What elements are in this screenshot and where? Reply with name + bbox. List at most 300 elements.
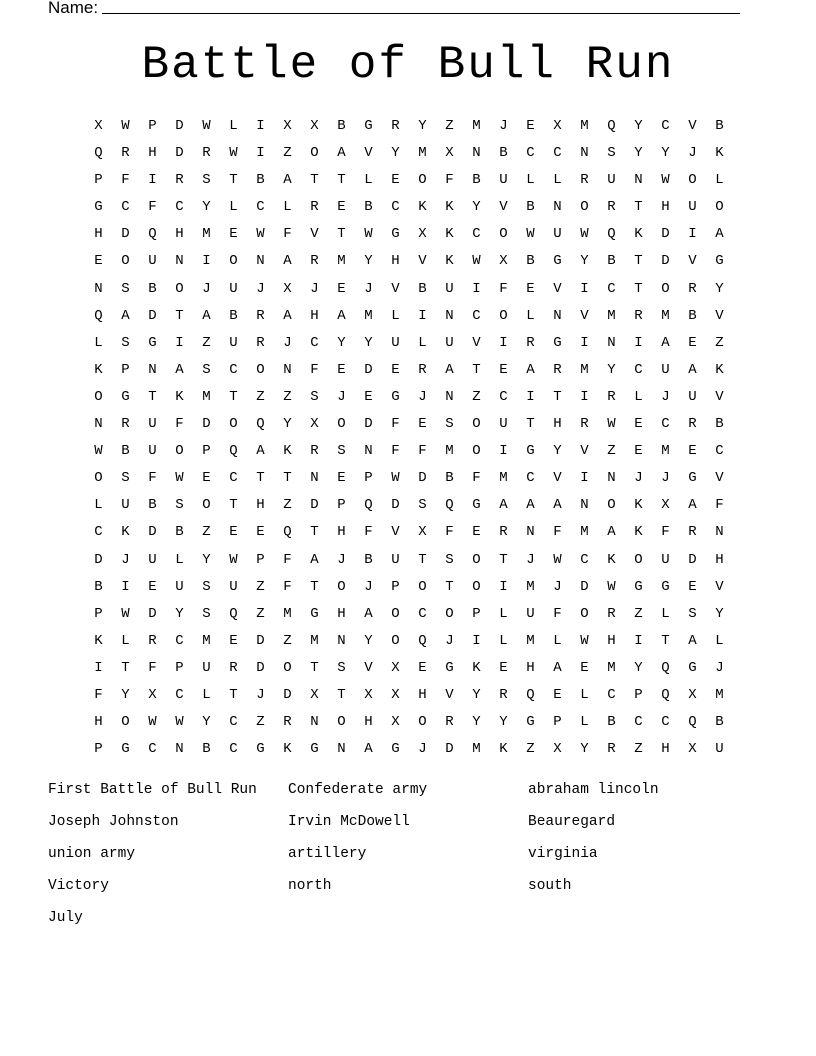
grid-letter: S [121,334,130,351]
grid-letter: F [445,524,454,541]
grid-letter: R [121,416,130,433]
grid-letter: O [337,578,346,595]
grid-letter: F [121,172,130,189]
grid-letter: K [472,659,481,676]
grid-letter: U [499,172,508,189]
grid-letter: X [283,280,292,297]
grid-letter: X [310,416,319,433]
grid-letter: W [94,443,103,460]
grid-letter: A [445,361,454,378]
grid-letter: N [607,334,616,351]
grid-letter: R [256,307,265,324]
grid-letter: Y [202,714,211,731]
grid-letter: M [580,361,589,378]
grid-letter: P [553,714,562,731]
grid-letter: V [364,659,373,676]
grid-letter: M [418,145,427,162]
grid-letter: T [310,659,319,676]
grid-letter: G [472,497,481,514]
grid-letter: A [553,497,562,514]
grid-letter: L [94,497,103,514]
grid-letter: M [607,659,616,676]
grid-letter: C [499,388,508,405]
grid-letter: F [283,551,292,568]
grid-letter: O [229,253,238,270]
grid-letter: U [715,741,724,758]
grid-letter: T [634,280,643,297]
grid-letter: I [148,172,157,189]
grid-letter: O [472,416,481,433]
grid-letter: J [256,686,265,703]
grid-letter: O [94,388,103,405]
grid-letter: O [391,632,400,649]
grid-letter: L [121,632,130,649]
grid-letter: I [634,632,643,649]
grid-letter: T [229,172,238,189]
grid-letter: S [310,388,319,405]
grid-letter: Q [418,632,427,649]
grid-letter: G [148,334,157,351]
grid-letter: N [553,199,562,216]
grid-letter: Y [364,253,373,270]
word-list-item: north [288,878,332,894]
grid-letter: G [391,226,400,243]
grid-letter: A [526,497,535,514]
grid-row [85,630,733,657]
grid-letter: E [418,659,427,676]
grid-letter: P [391,578,400,595]
grid-letter: A [256,443,265,460]
grid-row [85,576,733,603]
grid-letter: B [175,524,184,541]
grid-letter: I [256,118,265,134]
grid-letter: A [337,145,346,162]
grid-letter: J [661,388,670,405]
grid-letter: C [418,605,427,622]
grid-letter: Y [607,361,616,378]
grid-letter: S [445,551,454,568]
grid-letter: D [445,741,454,758]
grid-letter: Q [94,307,103,324]
grid-letter: E [553,686,562,703]
grid-letter: E [634,416,643,433]
grid-letter: U [688,388,697,405]
grid-letter: F [418,443,427,460]
grid-letter: N [364,443,373,460]
grid-letter: E [418,416,427,433]
grid-letter: V [364,145,373,162]
grid-letter: A [688,632,697,649]
grid-letter: I [175,334,184,351]
grid-letter: N [310,714,319,731]
grid-letter: Y [472,199,481,216]
grid-letter: S [175,497,184,514]
grid-letter: L [283,199,292,216]
grid-letter: D [94,551,103,568]
grid-letter: R [202,145,211,162]
grid-letter: B [94,578,103,595]
grid-letter: Z [256,578,265,595]
grid-letter: K [445,226,454,243]
grid-letter: F [445,172,454,189]
grid-letter: Y [472,714,481,731]
grid-letter: A [175,361,184,378]
grid-letter: V [391,524,400,541]
grid-letter: O [229,416,238,433]
grid-letter: L [634,388,643,405]
grid-letter: Y [553,443,562,460]
grid-letter: N [148,361,157,378]
grid-letter: H [337,524,346,541]
grid-letter: C [661,118,670,134]
grid-letter: K [121,524,130,541]
grid-letter: X [688,741,697,758]
grid-letter: R [688,416,697,433]
grid-letter: R [607,741,616,758]
grid-letter: E [202,470,211,487]
grid-letter: L [391,307,400,324]
grid-letter: F [391,416,400,433]
grid-letter: P [94,741,103,758]
grid-letter: H [661,741,670,758]
grid-letter: U [175,578,184,595]
grid-letter: B [337,118,346,134]
grid-letter: P [472,605,481,622]
grid-letter: G [526,443,535,460]
grid-row [85,115,733,142]
grid-letter: I [94,659,103,676]
grid-letter: T [310,524,319,541]
grid-letter: L [526,307,535,324]
grid-row [85,278,733,305]
grid-letter: D [148,524,157,541]
grid-letter: N [445,307,454,324]
grid-letter: P [202,443,211,460]
grid-letter: H [337,605,346,622]
grid-letter: E [337,199,346,216]
grid-letter: I [499,578,508,595]
grid-letter: C [472,307,481,324]
grid-letter: H [256,497,265,514]
grid-letter: A [337,307,346,324]
grid-letter: I [526,388,535,405]
grid-letter: P [94,605,103,622]
grid-letter: E [148,578,157,595]
grid-letter: R [688,524,697,541]
grid-letter: V [715,388,724,405]
grid-letter: K [94,361,103,378]
grid-letter: I [634,334,643,351]
grid-letter: M [202,226,211,243]
grid-letter: N [337,741,346,758]
grid-letter: N [607,470,616,487]
grid-letter: A [688,497,697,514]
grid-letter: C [175,686,184,703]
grid-letter: J [688,145,697,162]
grid-letter: M [445,443,454,460]
grid-letter: Q [229,443,238,460]
grid-letter: U [553,226,562,243]
grid-letter: Y [634,118,643,134]
grid-letter: T [229,686,238,703]
grid-letter: N [580,497,589,514]
grid-letter: H [148,145,157,162]
grid-letter: B [526,253,535,270]
grid-letter: T [445,578,454,595]
grid-letter: I [499,334,508,351]
word-list-item: Confederate army [288,782,428,798]
grid-letter: V [310,226,319,243]
grid-letter: Q [526,686,535,703]
grid-row [85,738,733,765]
grid-letter: G [688,470,697,487]
grid-letter: F [499,280,508,297]
grid-letter: X [310,118,319,134]
grid-letter: O [175,443,184,460]
grid-letter: C [526,145,535,162]
grid-letter: O [391,605,400,622]
grid-letter: I [499,443,508,460]
grid-letter: X [391,659,400,676]
grid-letter: A [202,307,211,324]
grid-letter: D [310,497,319,514]
grid-letter: A [364,605,373,622]
grid-letter: T [553,388,562,405]
grid-letter: T [148,388,157,405]
grid-letter: E [580,659,589,676]
grid-letter: O [418,172,427,189]
grid-letter: C [310,334,319,351]
grid-letter: P [337,497,346,514]
grid-letter: E [688,334,697,351]
grid-letter: K [445,253,454,270]
grid-letter: G [121,741,130,758]
grid-letter: B [715,118,724,134]
grid-letter: N [175,741,184,758]
grid-letter: U [445,334,454,351]
grid-letter: T [256,470,265,487]
grid-letter: Z [256,714,265,731]
grid-letter: R [418,361,427,378]
grid-letter: Y [634,145,643,162]
grid-letter: Y [364,334,373,351]
grid-letter: R [688,280,697,297]
grid-letter: I [472,632,481,649]
grid-letter: Z [283,497,292,514]
grid-letter: F [391,443,400,460]
grid-letter: X [553,741,562,758]
grid-row [85,359,733,386]
grid-letter: G [688,659,697,676]
grid-letter: H [364,714,373,731]
grid-letter: L [715,632,724,649]
grid-letter: G [256,741,265,758]
grid-letter: D [580,578,589,595]
grid-letter: T [121,659,130,676]
grid-letter: X [94,118,103,134]
grid-letter: R [634,307,643,324]
grid-letter: B [607,253,616,270]
grid-row [85,549,733,576]
grid-letter: L [175,551,184,568]
grid-letter: E [634,443,643,460]
grid-letter: J [283,334,292,351]
grid-letter: N [472,145,481,162]
grid-letter: J [337,551,346,568]
word-list-item: artillery [288,846,367,862]
grid-letter: O [283,659,292,676]
grid-letter: D [391,497,400,514]
grid-letter: I [121,578,130,595]
grid-row [85,305,733,332]
grid-letter: M [607,307,616,324]
grid-letter: J [310,280,319,297]
grid-letter: A [283,253,292,270]
grid-letter: W [148,714,157,731]
grid-letter: O [418,578,427,595]
grid-letter: R [391,118,400,134]
grid-letter: C [553,145,562,162]
grid-row [85,684,733,711]
grid-letter: W [364,226,373,243]
grid-letter: U [148,551,157,568]
grid-letter: X [418,524,427,541]
grid-letter: R [607,388,616,405]
grid-letter: C [391,199,400,216]
grid-letter: N [256,253,265,270]
grid-letter: Q [607,118,616,134]
grid-letter: Q [607,226,616,243]
grid-row [85,196,733,223]
grid-letter: W [121,118,130,134]
grid-row [85,250,733,277]
grid-letter: J [202,280,211,297]
grid-letter: K [634,497,643,514]
grid-letter: N [283,361,292,378]
grid-letter: A [499,497,508,514]
grid-letter: B [526,199,535,216]
grid-letter: H [526,659,535,676]
grid-letter: Z [634,741,643,758]
grid-letter: E [391,361,400,378]
grid-letter: U [661,361,670,378]
name-underline [102,0,740,14]
grid-letter: H [175,226,184,243]
grid-letter: E [337,280,346,297]
grid-letter: E [472,524,481,541]
word-list-item: virginia [528,846,598,862]
grid-letter: B [715,416,724,433]
grid-letter: P [634,686,643,703]
grid-letter: S [418,497,427,514]
grid-letter: E [337,470,346,487]
grid-letter: G [661,578,670,595]
grid-letter: O [94,470,103,487]
grid-letter: M [499,470,508,487]
grid-letter: B [256,172,265,189]
grid-letter: C [148,741,157,758]
grid-letter: R [310,443,319,460]
grid-letter: O [445,605,454,622]
grid-letter: M [202,388,211,405]
grid-letter: S [445,416,454,433]
grid-letter: W [661,172,670,189]
grid-letter: Z [256,388,265,405]
grid-letter: O [202,497,211,514]
grid-letter: K [418,199,427,216]
grid-letter: S [337,659,346,676]
grid-letter: Y [715,605,724,622]
grid-letter: D [148,307,157,324]
grid-letter: A [607,524,616,541]
grid-letter: Z [607,443,616,460]
grid-letter: R [526,334,535,351]
grid-letter: O [580,199,589,216]
grid-letter: N [337,632,346,649]
grid-letter: E [364,388,373,405]
grid-letter: F [148,199,157,216]
grid-letter: H [310,307,319,324]
grid-letter: J [364,578,373,595]
grid-letter: L [499,605,508,622]
grid-letter: V [391,280,400,297]
grid-letter: T [310,172,319,189]
grid-letter: D [661,253,670,270]
grid-letter: W [229,145,238,162]
grid-letter: V [580,307,589,324]
word-list-item: Victory [48,878,109,894]
grid-letter: U [148,443,157,460]
grid-letter: Z [715,334,724,351]
grid-letter: B [445,470,454,487]
grid-letter: C [472,226,481,243]
grid-letter: V [553,280,562,297]
grid-letter: U [526,605,535,622]
grid-letter: Y [472,686,481,703]
grid-letter: D [364,361,373,378]
grid-letter: X [418,226,427,243]
grid-letter: R [607,605,616,622]
grid-letter: M [580,118,589,134]
grid-letter: J [526,551,535,568]
grid-letter: R [445,714,454,731]
grid-letter: J [256,280,265,297]
grid-letter: Y [121,686,130,703]
grid-letter: U [607,172,616,189]
grid-letter: D [175,118,184,134]
grid-letter: T [472,361,481,378]
grid-letter: E [94,253,103,270]
grid-letter: S [688,605,697,622]
grid-letter: E [526,280,535,297]
grid-letter: O [337,714,346,731]
grid-letter: O [337,416,346,433]
grid-letter: T [634,253,643,270]
grid-letter: Z [634,605,643,622]
grid-letter: K [634,524,643,541]
grid-letter: J [553,578,562,595]
grid-letter: J [634,470,643,487]
grid-letter: E [229,632,238,649]
grid-letter: N [94,416,103,433]
grid-letter: O [499,307,508,324]
grid-letter: N [175,253,184,270]
grid-letter: L [553,632,562,649]
grid-letter: R [499,686,508,703]
grid-letter: Y [661,145,670,162]
grid-letter: M [337,253,346,270]
grid-letter: W [607,416,616,433]
